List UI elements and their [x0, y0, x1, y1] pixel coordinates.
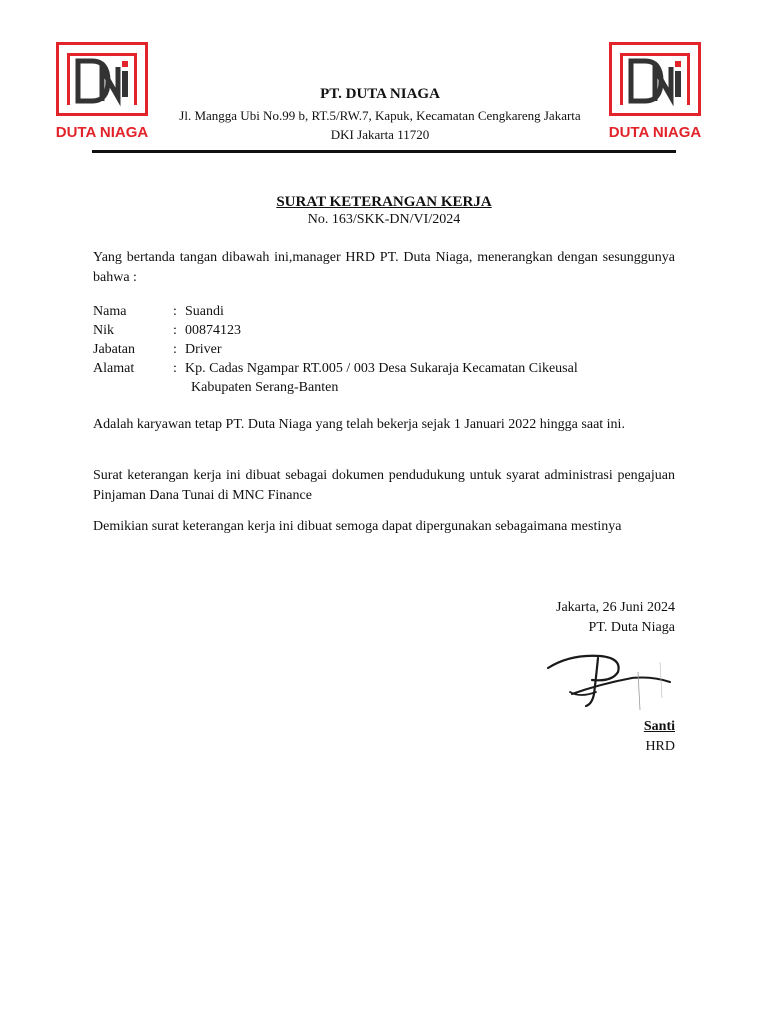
address-value: Kp. Cadas Ngampar RT.005 / 003 Desa Sukaraja Kecamatan Cikeusal — [185, 361, 578, 376]
signer-title: HRD — [645, 739, 675, 754]
place-date: Jakarta, 26 Juni 2024 — [556, 600, 675, 615]
purpose-paragraph: Surat keterangan kerja ini dibuat sebagai dokumen pendudukung untuk syarat administrasi pengajuan Pinjaman Dana Tunai di MNC Finance — [93, 468, 675, 503]
detail-label: Nik — [93, 323, 114, 338]
letterhead-divider — [92, 150, 676, 153]
detail-value: Driver — [185, 342, 222, 357]
detail-separator: : — [173, 361, 177, 376]
detail-label: Jabatan — [93, 342, 135, 357]
intro-paragraph: Yang bertanda tangan dibawah ini,manager HRD PT. Duta Niaga, menerangkan dengan sesunggunya bahwa : — [93, 250, 675, 285]
dn-logo-icon — [627, 57, 689, 113]
logo-frame — [609, 42, 701, 116]
address-value-continued: Kabupaten Serang-Banten — [191, 380, 339, 395]
detail-row-name — [93, 302, 675, 321]
employee-details — [93, 302, 675, 397]
detail-separator: : — [173, 342, 177, 357]
dn-logo-icon — [74, 57, 136, 113]
letter-title: SURAT KETERANGAN KERJA — [276, 194, 492, 210]
letter-number: No. 163/SKK-DN/VI/2024 — [307, 212, 461, 227]
logo-frame — [56, 42, 148, 116]
address-line-1: Jl. Mangga Ubi No.99 b, RT.5/RW.7, Kapuk, Kecamatan Cengkareng Jakarta — [179, 108, 581, 123]
signer-block — [375, 717, 675, 757]
company-logo-left — [56, 42, 148, 142]
signer-name: Santi — [643, 719, 675, 734]
logo-text: DUTA NIAGA — [608, 124, 702, 141]
company-address — [150, 106, 610, 144]
detail-row-alamat — [93, 359, 675, 397]
employment-paragraph: Adalah karyawan tetap PT. Duta Niaga yang telah bekerja sejak 1 Januari 2022 hingga saat ini. — [93, 417, 625, 432]
detail-separator: : — [173, 304, 177, 319]
closing-paragraph: Demikian surat keterangan kerja ini dibuat semoga dapat dipergunakan sebagaimana mestinya — [93, 519, 622, 534]
address-line-2: DKI Jakarta 11720 — [330, 127, 430, 142]
logo-text: DUTA NIAGA — [55, 124, 149, 141]
detail-value — [185, 359, 675, 397]
signing-company: PT. Duta Niaga — [588, 620, 675, 635]
detail-label: Nama — [93, 304, 127, 319]
place-date-block — [375, 598, 675, 638]
detail-separator: : — [173, 323, 177, 338]
detail-row-nik — [93, 321, 675, 340]
detail-value: 00874123 — [185, 323, 241, 338]
detail-label: Alamat — [93, 361, 135, 376]
company-name: PT. DUTA NIAGA — [320, 86, 440, 102]
handwritten-signature — [540, 648, 685, 718]
detail-value: Suandi — [185, 304, 224, 319]
company-logo-right — [609, 42, 701, 142]
detail-row-jabatan — [93, 340, 675, 359]
